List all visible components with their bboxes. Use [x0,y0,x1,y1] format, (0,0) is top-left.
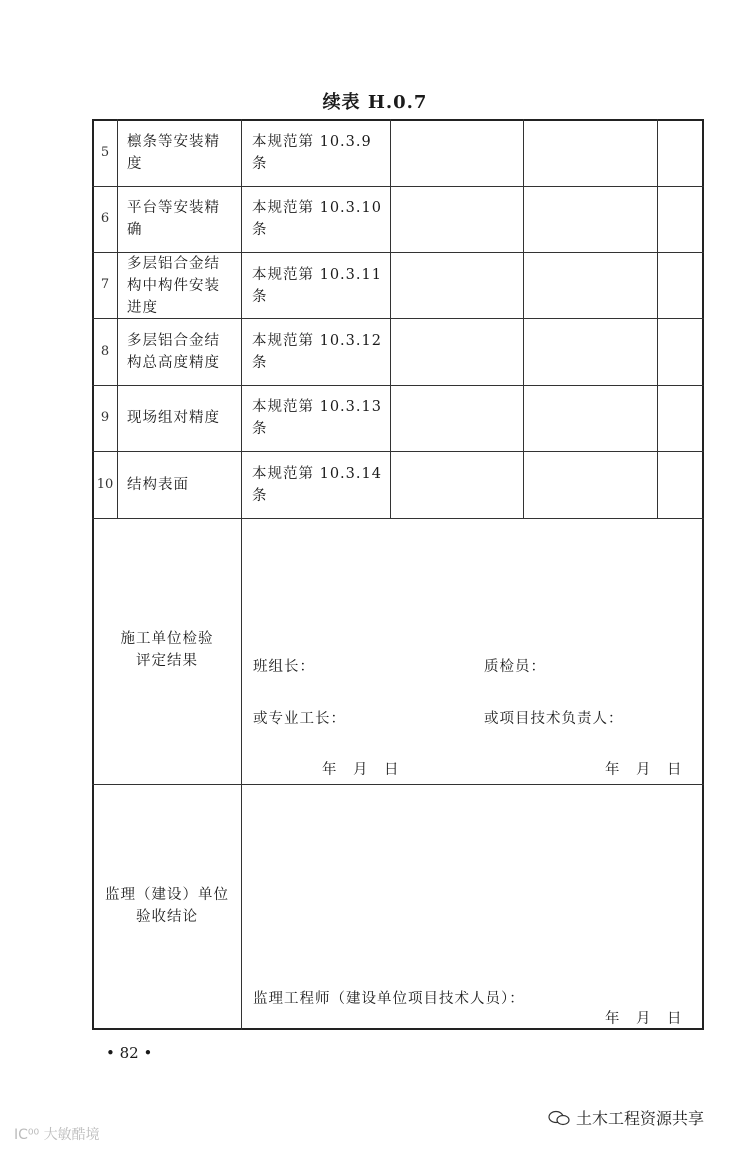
spec-reference: 本规范第 10.3.10 条 [252,200,382,238]
row-divider [92,186,704,187]
item-name: 檩条等安装精 度 [127,134,220,172]
col-divider [390,119,391,518]
page-number: • 82 • [106,1044,153,1062]
row-number: 10 [96,477,114,492]
item-name: 多层铝合金结 构总高度精度 [127,333,220,371]
team-leader-field: 班组长： [253,659,315,675]
row-number: 7 [100,277,110,292]
row-number: 6 [100,211,110,226]
col-divider [657,119,658,518]
date-right: 年 月 日 [605,762,683,778]
tech-lead-field: 或项目技术负责人： [484,711,624,727]
item-name: 多层铝合金结 构中构件安装 进度 [127,256,220,316]
spec-reference: 本规范第 10.3.11 条 [252,267,382,305]
row-divider [92,518,704,519]
watermark-right-text: 土木工程资源共享 [576,1109,705,1128]
wechat-icon [548,1110,570,1126]
item-name: 平台等安装精 确 [127,200,220,238]
row-number: 5 [100,145,110,160]
col-divider [241,119,242,1030]
item-name: 结构表面 [127,477,189,493]
inspector-field: 质检员： [484,659,546,675]
supervision-date: 年 月 日 [605,1011,683,1027]
date-left: 年 月 日 [322,762,400,778]
supervision-section-label: 监理（建设）单位 验收结论 [105,887,229,925]
spec-reference: 本规范第 10.3.9 条 [252,134,372,172]
item-name: 现场组对精度 [127,410,220,426]
engineer-field: 监理工程师（建设单位项目技术人员）： [253,991,525,1007]
row-divider [92,451,704,452]
col-divider [117,119,118,518]
foreman-field: 或专业工长： [253,711,346,727]
spec-reference: 本规范第 10.3.14 条 [252,466,382,504]
watermark-right [548,1106,704,1129]
row-divider [92,385,704,386]
table-title: 续表 H.0.7 [322,92,428,113]
spec-reference: 本规范第 10.3.13 条 [252,399,382,437]
row-divider [92,784,704,785]
construction-section-label: 施工单位检验 评定结果 [120,631,214,669]
col-divider [523,119,524,518]
row-number: 9 [100,410,110,425]
spec-reference: 本规范第 10.3.12 条 [252,333,382,371]
row-number: 8 [100,344,110,359]
watermark-left: IC⁰⁰ 大敏酷境 [14,1127,100,1143]
